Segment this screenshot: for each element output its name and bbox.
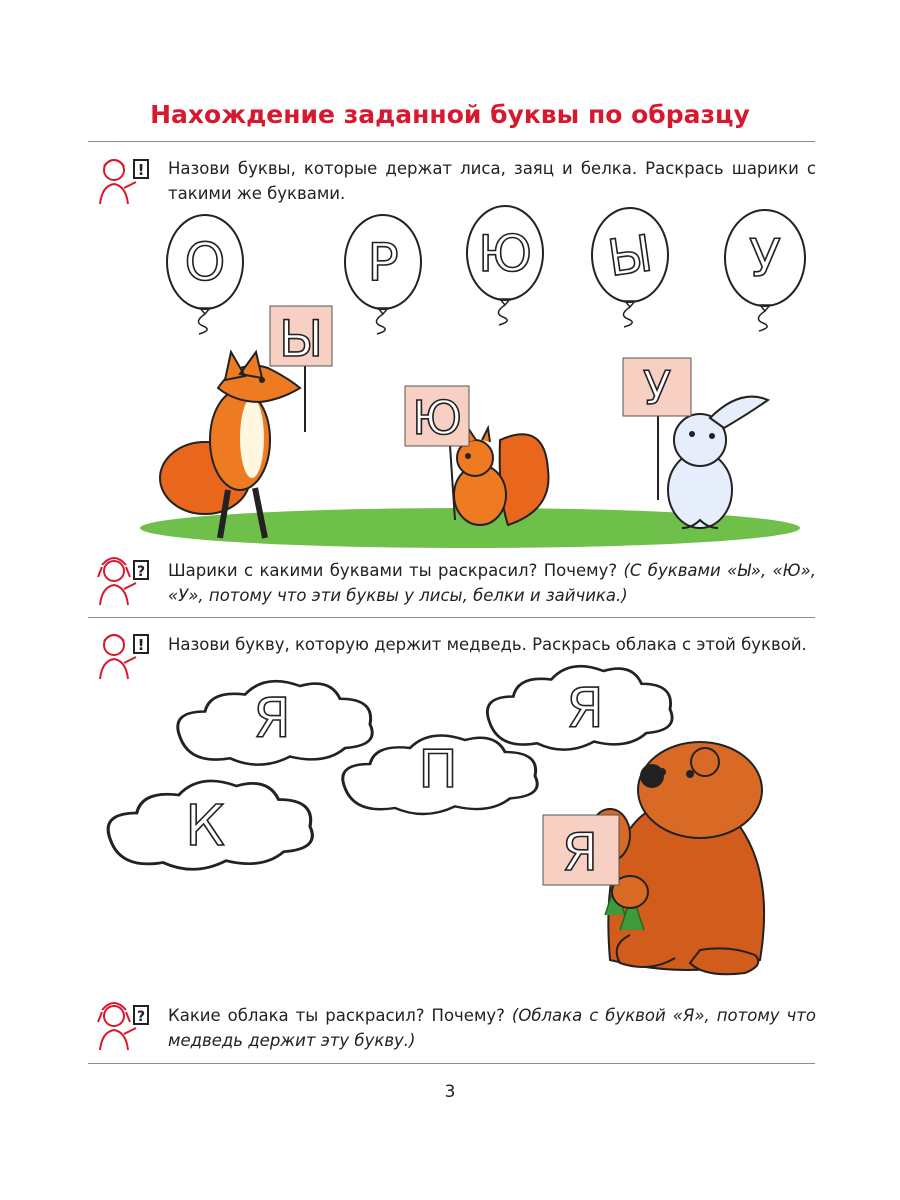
sign-letter: Ю [412, 391, 462, 445]
task-2-answer: (С буквами «Ы», «Ю», «У», потому что эти буквы у лисы, белки и зайчика.) [168, 561, 816, 605]
cloud-4 [108, 781, 312, 869]
sign-letter: Я [561, 823, 599, 883]
sign-letter: У [642, 361, 672, 415]
sign-letter: Ы [278, 310, 324, 368]
cloud-letter: К [185, 794, 225, 859]
page-number: 3 [444, 1082, 456, 1102]
balloon-letter: Р [367, 233, 399, 293]
cloud-letter: Я [253, 687, 291, 750]
cloud-letter: П [418, 740, 458, 800]
task-4-answer: (Облака с буквой «Я», потому что медведь держит эту букву.) [168, 1006, 816, 1050]
divider [88, 1063, 815, 1064]
balloon-letter: О [184, 233, 226, 293]
cloud-letter: Я [566, 677, 604, 740]
cloud-1 [178, 681, 372, 764]
task-2-text: Шарики с какими буквами ты раскрасил? Почему? (С буквами «Ы», «Ю», «У», потому что эти буквы у лисы, белки и зайчика.) [168, 561, 816, 605]
task-4-text: Какие облака ты раскрасил? Почему? (Облака с буквой «Я», потому что медведь держит эту букву.) [168, 1006, 816, 1050]
balloon-letter: У [749, 229, 781, 289]
page-title: Нахождение заданной буквы по образцу [150, 100, 750, 129]
cloud-2 [487, 666, 672, 749]
girl-question-icon [92, 998, 160, 1054]
task-3-text: Назови букву, которую держит медведь. Раскрась облака с этой буквой. [168, 635, 807, 654]
cloud-3 [343, 736, 537, 815]
svg-text:?: ? [136, 564, 146, 580]
svg-text:!: ! [137, 161, 145, 179]
bear-sign [543, 815, 619, 885]
balloon-letter: Ы [604, 224, 657, 288]
balloon-letter: Ю [478, 225, 532, 283]
svg-text:?: ? [136, 1009, 146, 1025]
task-1-text: Назови буквы, которые держат лиса, заяц и белка. Раскрась шарики с такими же буквами. [168, 159, 816, 203]
svg-text:!: ! [137, 636, 145, 654]
